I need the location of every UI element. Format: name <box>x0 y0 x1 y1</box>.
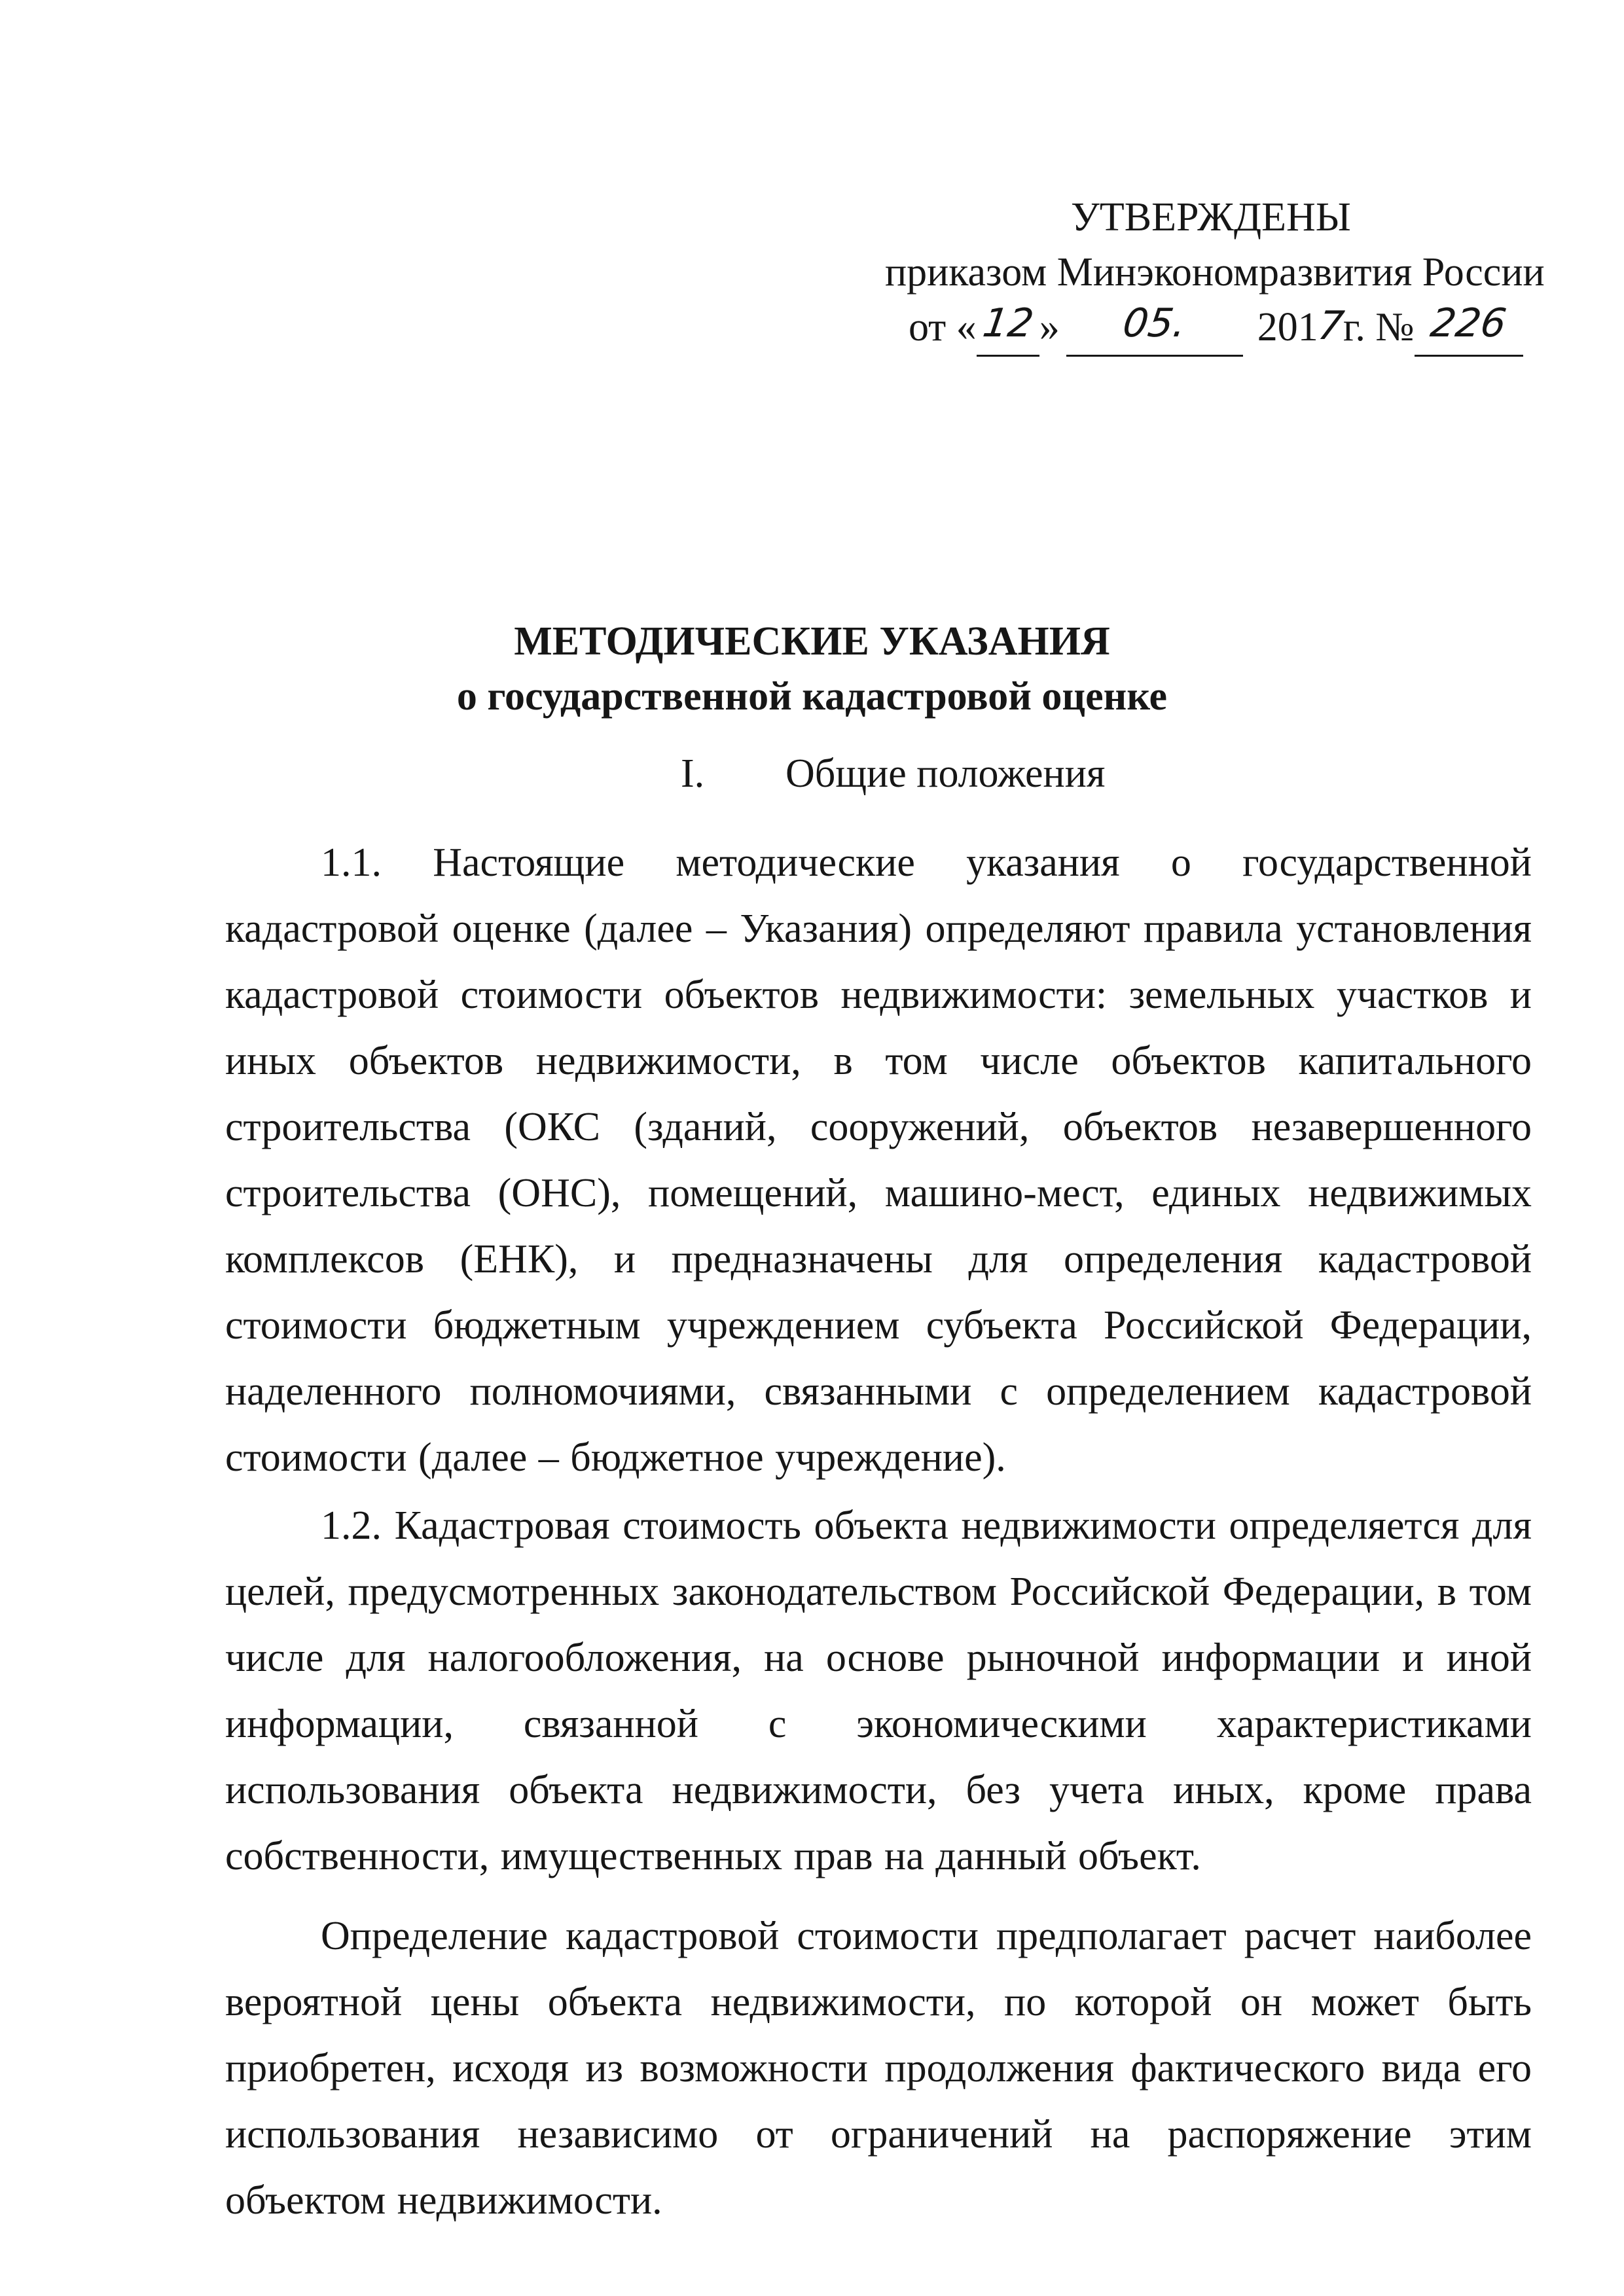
year-prefix: 201 <box>1257 305 1318 350</box>
month-blank <box>1066 300 1243 357</box>
approval-order-line: приказом Минэкономразвития России <box>885 250 1545 295</box>
month-value: 05. <box>1120 300 1189 346</box>
document-subtitle: о государственной кадастровой оценке <box>456 674 1168 719</box>
date-mid: » <box>1039 305 1060 350</box>
section-number: I. <box>681 751 705 796</box>
order-number: 226 <box>1428 300 1509 346</box>
year-suffix: г. № <box>1343 305 1415 350</box>
approval-date-line <box>909 300 1523 357</box>
document-body <box>225 830 1532 2234</box>
section-title: Общие положения <box>785 751 1106 796</box>
date-prefix: от « <box>909 305 977 350</box>
year-digit: 7 <box>1314 303 1346 349</box>
paragraph-definition: Определение кадастровой стоимости предполагает расчет наиболее вероятной цены объекта недвижимости, по которой он может быть приобретен, исходя из возможности продолжения фактического вида его использования независимо от ограничений на распоряжение этим объектом недвижимости. <box>225 1914 1532 2223</box>
day-value: 12 <box>979 300 1036 346</box>
approval-title: УТВЕРЖДЕНЫ <box>1071 195 1351 240</box>
document-title: МЕТОДИЧЕСКИЕ УКАЗАНИЯ <box>514 619 1110 664</box>
day-blank <box>977 300 1039 357</box>
paragraph-1-2: 1.2. Кадастровая стоимость объекта недвижимости определяется для целей, предусмотренных законодательством Российской Федерации, в том числе для налогообложения, на основе рыночной информации и иной информации, связанной с экономическими характеристиками использования объекта недвижимости, без учета иных, кроме права собственности, имущественных прав на данный объект. <box>225 1503 1532 1878</box>
paragraph-1-1: 1.1. Настоящие методические указания о государственной кадастровой оценке (далее – Указания) определяют правила установления кадастровой стоимости объектов недвижимости: земельных участков и иных объектов недвижимости, в том числе объектов капитального строительства (ОКС (зданий, сооружений, объектов незавершенного строительства (ОНС), помещений, машино-мест, единых недвижимых комплексов (ЕНК), и предназначены для определения кадастровой стоимости бюджетным учреждением субъекта Российской Федерации, наделенного полномочиями, связанными с определением кадастровой стоимости (далее – бюджетное учреждение). <box>225 840 1532 1480</box>
number-blank <box>1415 300 1523 357</box>
